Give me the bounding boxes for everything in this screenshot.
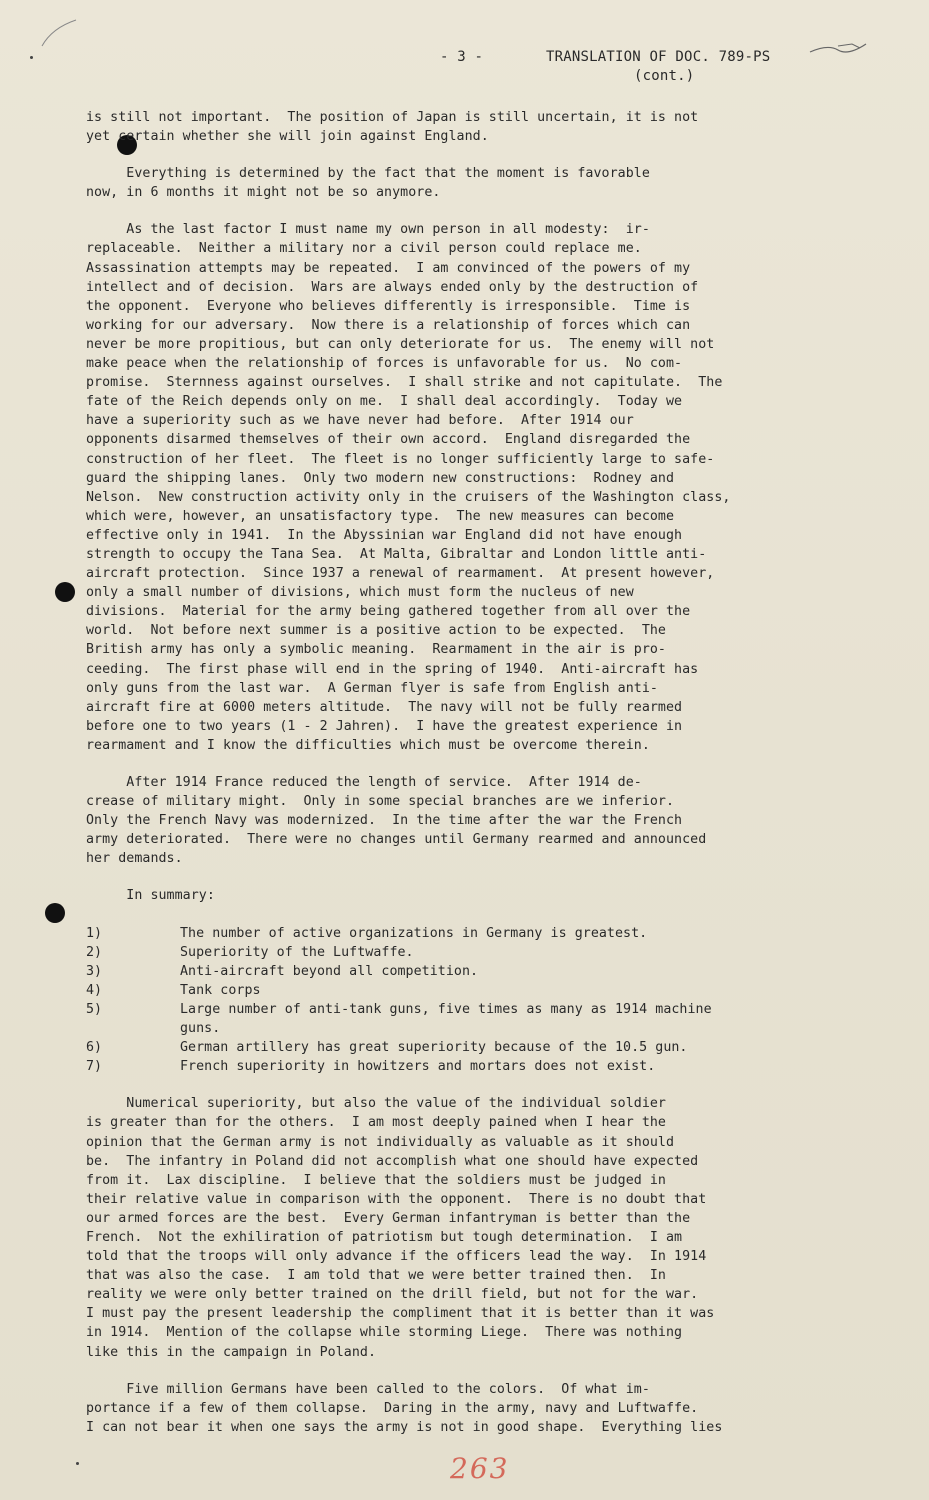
text-line: her demands. — [86, 851, 183, 867]
text-line: British army has only a symbolic meaning. Rearmament in the air is pro- — [86, 642, 666, 658]
list-item-text: Superiority of the Luftwaffe. — [180, 944, 414, 960]
text-line: make peace when the relationship of forces is unfavorable for us. No com- — [86, 356, 683, 372]
text-line: told that the troops will only advance if the officers lead the way. In 1914 — [86, 1249, 707, 1265]
summary-list — [86, 924, 846, 1077]
speck — [30, 56, 33, 59]
text-line: that was also the case. I am told that we were better trained then. In — [86, 1268, 666, 1284]
page-stamp-number: 263 — [450, 1452, 510, 1485]
list-item — [86, 981, 846, 1000]
text-line: like this in the campaign in Poland. — [86, 1344, 376, 1360]
text-line: guard the shipping lanes. Only two modern new constructions: Rodney and — [86, 470, 675, 486]
text-line: crease of military might. Only in some special branches are we inferior. — [86, 794, 675, 810]
text-line: I can not bear it when one says the army is not in good shape. Everything lies — [86, 1419, 723, 1435]
list-item-number: 5) — [86, 1001, 103, 1017]
text-line: our armed forces are the best. Every German infantryman is better than the — [86, 1210, 691, 1226]
paragraph — [86, 108, 846, 146]
text-line: intellect and of decision. Wars are always ended only by the destruction of — [86, 279, 699, 295]
text-line: fate of the Reich depends only on me. I shall deal accordingly. Today we — [86, 394, 683, 410]
text-line: Five million Germans have been called to the colors. Of what im- — [86, 1381, 650, 1397]
text-line: aircraft protection. Since 1937 a renewal of rearmament. At present however, — [86, 566, 715, 582]
speck — [76, 1462, 79, 1465]
paragraph-gap — [86, 755, 846, 773]
text-line: the opponent. Everyone who believes differently is irresponsible. Time is — [86, 298, 691, 314]
list-item-text: Large number of anti-tank guns, five times as many as 1914 machine — [180, 1001, 712, 1017]
text-line: is still not important. The position of Japan is still uncertain, it is not — [86, 110, 699, 125]
text-line: working for our adversary. Now there is a relationship of forces which can — [86, 317, 691, 333]
text-line: their relative value in comparison with the opponent. There is no doubt that — [86, 1191, 707, 1207]
list-item-number: 7) — [86, 1059, 103, 1075]
text-line: army deteriorated. There were no changes until Germany rearmed and announced — [86, 832, 707, 848]
text-line: aircraft fire at 6000 meters altitude. The navy will not be fully rearmed — [86, 699, 683, 715]
text-line: which were, however, an unsatisfactory type. The new measures can become — [86, 508, 675, 524]
list-item-number: 6) — [86, 1040, 103, 1056]
text-line: be. The infantry in Poland did not accomplish what one should have expected — [86, 1153, 699, 1169]
text-line: have a superiority such as we have never had before. After 1914 our — [86, 413, 634, 429]
list-item-text: guns. — [180, 1021, 221, 1037]
list-item — [86, 1019, 846, 1038]
text-line: before one to two years (1 - 2 Jahren). I have the greatest experience in — [86, 718, 683, 734]
text-line: opponents disarmed themselves of their own accord. England disregarded the — [86, 432, 691, 448]
text-line: in 1914. Mention of the collapse while storming Liege. There was nothing — [86, 1325, 683, 1341]
paragraph-gap — [86, 868, 846, 886]
paragraph-gap — [86, 146, 846, 164]
handwritten-scribble-icon — [808, 40, 868, 60]
text-line: French. Not the exhiliration of patriotism but tough determination. I am — [86, 1229, 683, 1245]
text-line: opinion that the German army is not individually as valuable as it should — [86, 1134, 675, 1150]
list-item — [86, 1038, 846, 1057]
text-line: strength to occupy the Tana Sea. At Malta, Gibraltar and London little anti- — [86, 546, 707, 562]
text-line: divisions. Material for the army being gathered together from all over the — [86, 604, 691, 620]
paragraph-gap — [86, 202, 846, 220]
text-line: Only the French Navy was modernized. In the time after the war the French — [86, 813, 683, 829]
list-item — [86, 1057, 846, 1076]
text-line: replaceable. Neither a military nor a civil person could replace me. — [86, 241, 642, 257]
list-item-text: Tank corps — [180, 982, 261, 998]
paragraph — [86, 164, 846, 202]
text-line: is greater than for the others. I am most deeply pained when I hear the — [86, 1115, 666, 1131]
pencil-mark-icon — [40, 18, 80, 48]
list-item-number: 4) — [86, 982, 103, 998]
paragraph — [86, 1094, 846, 1361]
text-line: As the last factor I must name my own person in all modesty: ir- — [86, 222, 650, 238]
summary-heading: In summary: — [86, 888, 215, 904]
text-line: construction of her fleet. The fleet is no longer sufficiently large to safe- — [86, 451, 715, 467]
punch-hole-icon — [55, 582, 75, 602]
list-item-text: The number of active organizations in Germany is greatest. — [180, 925, 648, 941]
text-line: portance if a few of them collapse. Daring in the army, navy and Luftwaffe. — [86, 1400, 699, 1416]
text-line: world. Not before next summer is a positive action to be expected. The — [86, 623, 666, 639]
text-line: Assassination attempts may be repeated. I am convinced of the powers of my — [86, 260, 691, 276]
text-line: After 1914 France reduced the length of service. After 1914 de- — [86, 775, 642, 790]
paragraph-gap — [86, 906, 846, 924]
text-line: yet certain whether she will join against England. — [86, 129, 489, 145]
doc-continued: (cont.) — [634, 68, 695, 84]
doc-title: TRANSLATION OF DOC. 789-PS — [546, 49, 771, 65]
text-line: from it. Lax discipline. I believe that the soldiers must be judged in — [86, 1172, 666, 1188]
text-line: now, in 6 months it might not be so anymore. — [86, 185, 441, 201]
paragraph-gap — [86, 1362, 846, 1380]
text-line: never be more propitious, but can only deteriorate for us. The enemy will not — [86, 336, 715, 352]
list-item-text: Anti-aircraft beyond all competition. — [180, 963, 479, 979]
punch-hole-icon — [45, 903, 65, 923]
text-line: effective only in 1941. In the Abyssinian war England did not have enough — [86, 527, 683, 543]
list-item — [86, 1000, 846, 1019]
text-line: Everything is determined by the fact that the moment is favorable — [86, 166, 650, 182]
list-item — [86, 924, 846, 943]
list-item — [86, 962, 846, 981]
text-line: ceeding. The first phase will end in the spring of 1940. Anti-aircraft has — [86, 661, 699, 677]
list-item-number: 2) — [86, 944, 103, 960]
list-item-number: 1) — [86, 925, 103, 941]
text-line: rearmament and I know the difficulties which must be overcome therein. — [86, 737, 650, 753]
page-number: - 3 - — [440, 49, 484, 65]
list-item-text: German artillery has great superiority because of the 10.5 gun. — [180, 1040, 688, 1056]
list-item-number: 3) — [86, 963, 103, 979]
text-line: only a small number of divisions, which must form the nucleus of new — [86, 585, 634, 601]
text-line: Nelson. New construction activity only in the cruisers of the Washington class, — [86, 489, 731, 505]
text-line: reality we were only better trained on the drill field, but not for the war. — [86, 1287, 699, 1303]
list-item-number — [86, 1019, 180, 1038]
list-item-text: French superiority in howitzers and mortars does not exist. — [180, 1059, 656, 1075]
text-line: I must pay the present leadership the compliment that it is better than it was — [86, 1306, 715, 1322]
paragraph — [86, 773, 846, 868]
text-line: Numerical superiority, but also the value of the individual soldier — [86, 1096, 666, 1112]
text-line: only guns from the last war. A German flyer is safe from English anti- — [86, 680, 658, 696]
list-item — [86, 943, 846, 962]
document-body — [86, 108, 846, 1437]
paragraph — [86, 1380, 846, 1437]
paragraph-gap — [86, 1076, 846, 1094]
paragraph — [86, 220, 846, 755]
text-line: promise. Sternness against ourselves. I shall strike and not capitulate. The — [86, 375, 723, 391]
